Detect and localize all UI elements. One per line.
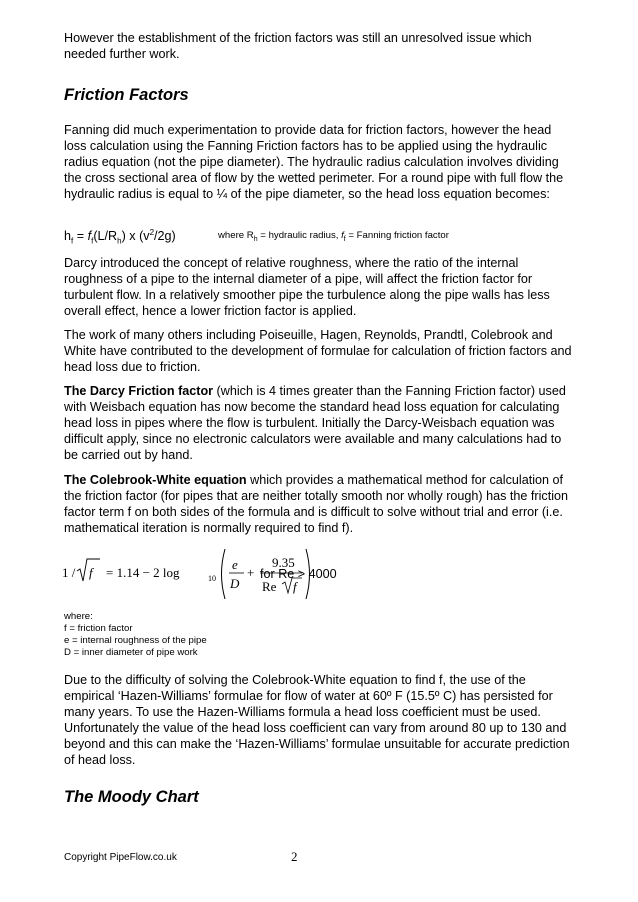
where-item: D = inner diameter of pipe work — [64, 647, 198, 658]
reynolds-condition: for Re > 4000 — [260, 567, 337, 581]
where-item: f = friction factor — [64, 623, 133, 634]
colebrook-paragraph: The Colebrook-White equation which provides a mathematical method for calculation of the friction factor (for pipes that are neither totally smooth nor wholly rough) has the friction factor term f on both sides of the formula and is difficult to solve without trial and error (i.e. mathematical iteration is normally required to find f). — [64, 473, 568, 535]
svg-text:+: + — [247, 565, 255, 580]
fanning-head-loss-equation: $h_f = f_f(L/R_h)$ x $(v^2/2g)$ — [64, 227, 176, 246]
svg-text:1 /: 1 / — [62, 565, 76, 580]
hazen-williams-paragraph: Due to the difficulty of solving the Colebrook-White equation to find f, the use of the empirical ‘Hazen-Williams’ formulae for flow of water at 60º F (15.5º C) has persisted for many years. To use the Hazen-Williams formula a head loss coefficient must be used. Unfortunately the value of the head loss coefficient can vary from around 80 up to 130 and beyond and this can make the ‘Hazen-Williams’ formulae unsuitable for accurate prediction of head loss. — [64, 673, 570, 767]
svg-text:f: f — [293, 579, 297, 594]
fanning-equation-note: where $R_h$ = hydraulic radius, $f_f$ = Fanning friction factor — [218, 230, 449, 243]
contributors-paragraph: The work of many others including Poiseuille, Hagen, Reynolds, Prandtl, Colebrook and White have contributed to the development of formulae for calculation of friction factors and head loss due to friction. — [64, 328, 572, 374]
darcy-roughness-paragraph: Darcy introduced the concept of relative roughness, where the ratio of the internal roughness of a pipe to the internal diameter of a pipe, will affect the friction factor for turbulent flow. In a relatively smoother pipe the turbulence along the pipe walls has less overall effect, hence a lower friction factor is applied. — [64, 256, 550, 318]
svg-text:9.35: 9.35 — [272, 555, 295, 570]
svg-text:= 1.14 − 2 log: = 1.14 − 2 log — [106, 565, 180, 580]
svg-text:D: D — [230, 576, 240, 591]
intro-paragraph: However the establishment of the friction factors was still an unresolved issue which needed further work. — [64, 31, 532, 61]
friction-factors-heading: Friction Factors — [64, 86, 189, 104]
svg-text:e: e — [232, 557, 238, 572]
svg-text:10: 10 — [208, 574, 216, 583]
fanning-paragraph: Fanning did much experimentation to provide data for friction factors, however the head loss calculation using the Fanning Friction factors has to be applied using the hydraulic radius equation (not the pipe diameter). The hydraulic radius calculation involves dividing the cross sectional area of flow by the wetted perimeter. For a round pipe with full flow the hydraulic radius is equal to ¼ of the pipe diameter, so the head loss equation becomes: — [64, 123, 564, 201]
moody-chart-heading: The Moody Chart — [64, 788, 199, 806]
where-item: e = internal roughness of the pipe — [64, 635, 207, 646]
svg-text:Re: Re — [262, 579, 277, 594]
page-number: 2 — [291, 849, 298, 864]
footer-copyright: Copyright PipeFlow.co.uk — [64, 852, 177, 863]
where-label: where: — [64, 611, 93, 622]
darcy-friction-paragraph: The Darcy Friction factor (which is 4 times greater than the Fanning Friction factor) used with Weisbach equation has now become the standard head loss equation for calculating head loss in pipes where the flow is turbulent. Initially the Darcy-Weisbach equation was difficult apply, since no electronic calculators were available and many calculations had to be carried out by hand. — [64, 384, 566, 462]
where-legend — [64, 611, 464, 659]
svg-text:f: f — [89, 565, 93, 580]
